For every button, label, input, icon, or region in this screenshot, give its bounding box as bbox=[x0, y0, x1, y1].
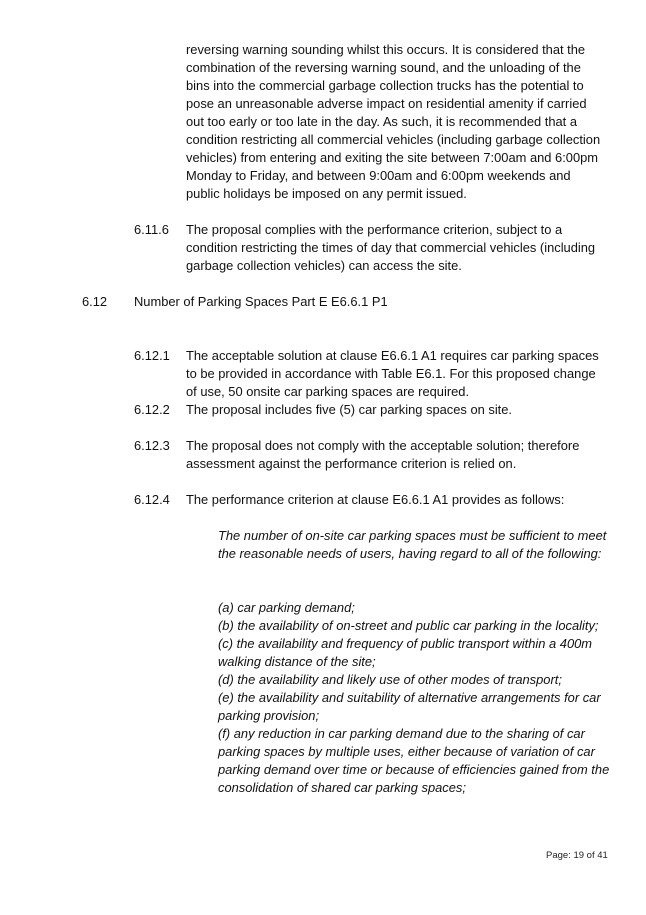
paragraph-number-6-12-3: 6.12.3 bbox=[134, 438, 170, 453]
continuation-paragraph: reversing warning sounding whilst this occurs. It is considered that the combination of the reversing warning sound, and the unloading of the bins into the commercial garbage collection trucks has the potential to pose an unreasonable adverse impact on residential amenity if carried out too early or too late in the day. As such, it is recommended that a condition restricting all commercial vehicles (including garbage collection vehicles) from entering and exiting the site between 7:00am and 6:00pm Monday to Friday, and between 9:00am and 6:00pm weekends and public holidays be imposed on any permit issued. bbox=[186, 42, 601, 201]
quote-item-f: (f) any reduction in car parking demand due to the sharing of car parking spaces by multiple uses, either because of variation of car parking demand over time or because of efficiencies gained from the consolidation of shared car parking spaces; bbox=[218, 726, 610, 795]
paragraph-6-12-4: The performance criterion at clause E6.6.1 A1 provides as follows: bbox=[186, 492, 565, 507]
paragraph-6-12-1: The acceptable solution at clause E6.6.1 A1 requires car parking spaces to be provided in accordance with Table E6.1. For this proposed change of use, 50 onsite car parking spaces are required. bbox=[186, 348, 599, 399]
section-number-6-12: 6.12 bbox=[82, 294, 108, 309]
quote-item-a: (a) car parking demand; bbox=[218, 600, 355, 615]
paragraph-6-11-6: The proposal complies with the performance criterion, subject to a condition restricting the times of day that commercial vehicles (including garbage collection vehicles) can access the site. bbox=[186, 222, 596, 273]
paragraph-number-6-12-4: 6.12.4 bbox=[134, 492, 170, 507]
paragraph-number-6-12-1: 6.12.1 bbox=[134, 348, 170, 363]
quote-item-d: (d) the availability and likely use of other modes of transport; bbox=[218, 672, 562, 687]
section-title-6-12: Number of Parking Spaces Part E E6.6.1 P1 bbox=[134, 294, 388, 309]
quote-item-c: (c) the availability and frequency of public transport within a 400m walking distance of the site; bbox=[218, 636, 593, 669]
quote-item-b: (b) the availability of on-street and public car parking in the locality; bbox=[218, 618, 599, 633]
quote-intro: The number of on-site car parking spaces must be sufficient to meet the reasonable needs of users, having regard to all of the following: bbox=[218, 528, 607, 561]
paragraph-number-6-11-6: 6.11.6 bbox=[134, 222, 169, 237]
page-number-footer: Page: 19 of 41 bbox=[546, 850, 608, 861]
paragraph-6-12-2: The proposal includes five (5) car parking spaces on site. bbox=[186, 402, 513, 417]
paragraph-6-12-3: The proposal does not comply with the acceptable solution; therefore assessment against the performance criterion is relied on. bbox=[186, 438, 580, 471]
quote-item-e: (e) the availability and suitability of alternative arrangements for car parking provision; bbox=[218, 690, 601, 723]
paragraph-number-6-12-2: 6.12.2 bbox=[134, 402, 170, 417]
quote-criteria-list bbox=[218, 599, 610, 797]
